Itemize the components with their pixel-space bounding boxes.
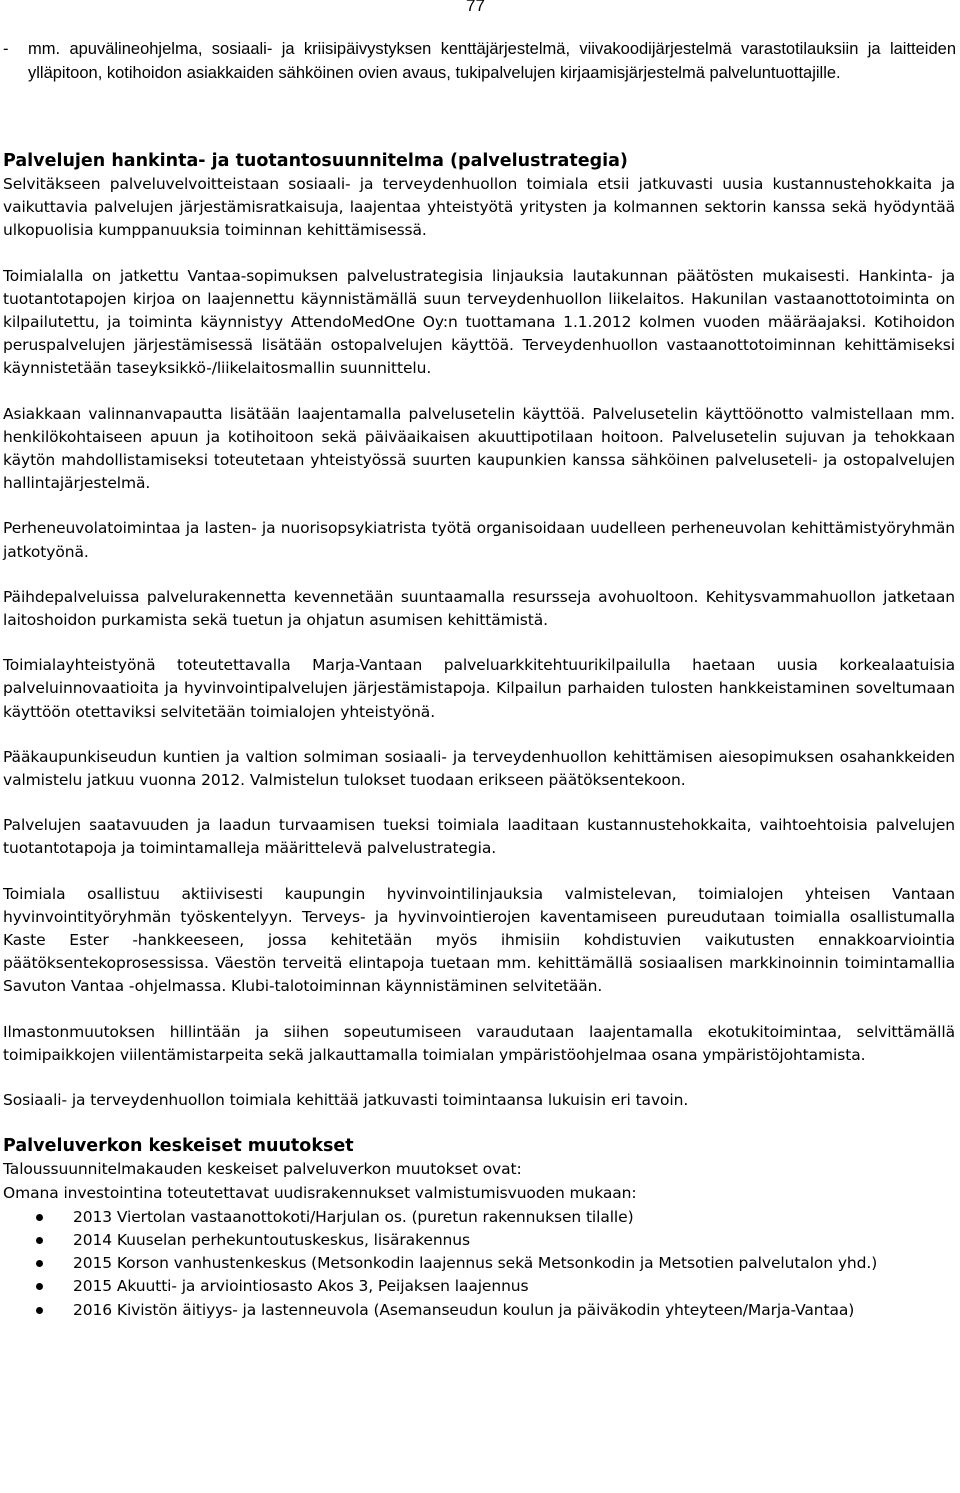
list-item bbox=[3, 1275, 955, 1298]
list-item-text: 2016 Kivistön äitiyys- ja lastenneuvola (Asemanseudun koulun ja päiväkodin yhteyteen/Marja-Vantaa) bbox=[73, 1300, 855, 1319]
paragraph: Sosiaali- ja terveydenhuollon toimiala kehittää jatkuvasti toimintaansa lukuisin eri tavoin. bbox=[3, 1091, 689, 1110]
paragraph: Toimiala osallistuu aktiivisesti kaupungin hyvinvointilinjauksia valmistelevan, toimialojen yhteisen Vantaan hyvinvointityöryhmän työskentelyyn. Terveys- ja hyvinvointierojen kaventamiseen pureudutaan toimialla osallistumalla Kaste Ester -hankkeeseen, jossa kehitetään myös ihmisiin kohdistuvien vaikutusten ennakkoarviointia päätöksentekoprosessissa. Väestön terveitä elintapoja tuetaan mm. kehittämällä sosiaalisen markkinoinnin toimintamallia Savuton Vantaa -ohjelmassa. Klubi-talotoiminnan käynnistäminen selvitetään. bbox=[3, 884, 955, 996]
intro-line: Omana investointina toteutettavat uudisrakennukset valmistumisvuoden mukaan: bbox=[3, 1183, 637, 1202]
bullet-icon bbox=[36, 1237, 43, 1244]
list-item bbox=[3, 1229, 955, 1252]
intro-item-text: mm. apuvälineohjelma, sosiaali- ja kriisipäivystyksen kenttäjärjestelmä, viivakoodijärjestelmä varastotilauksiin ja laitteiden ylläpitoon, kotihoidon asiakkaiden sähköinen ovien avaus, tukipalvelujen kirjaamisjärjestelmä palveluntuottajille. bbox=[28, 40, 956, 82]
list-item-text: 2015 Korson vanhustenkeskus (Metsonkodin laajennus sekä Metsonkodin ja Metsotien palvelutalon yhd.) bbox=[73, 1254, 878, 1273]
paragraph: Päihdepalveluissa palvelurakennetta kevennetään suuntaamalla resursseja avohuoltoon. Kehitysvammahuollon jatketaan laitoshoidon purkamista sekä tuetun ja ohjatun asumisen kehittämistä. bbox=[3, 587, 955, 630]
paragraph: Selvitäkseen palveluvelvoitteistaan sosiaali- ja terveydenhuollon toimiala etsii jatkuvasti uusia kustannustehokkaita ja vaikuttavia palvelujen järjestämisratkaisuja, laajentaa yhteistyötä yritysten ja kolmannen sektorin kanssa sekä hyödyntää ulkopuolisia kumppanuuksia toiminnan kehittämisessä. bbox=[3, 175, 955, 240]
paragraph: Toimialalla on jatkettu Vantaa-sopimuksen palvelustrategisia linjauksia lautakunnan päätösten mukaisesti. Hankinta- ja tuotantotapojen kirjoa on laajennettu käynnistämällä suun terveydenhuollon liikelaitos. Hakunilan vastaanottotoiminta on kilpailutettu, ja toiminta käynnistyy AttendoMedOne Oy:n tuottamana 1.1.2012 kolmen vuoden määräajaksi. Kotihoidon peruspalvelujen järjestämisessä lisätään ostopalvelujen käyttöä. Terveydenhuollon vastaanottotoiminnan kehittämiseksi käynnistetään taseyksikkö-/liikelaitosmallin suunnittelu. bbox=[3, 266, 955, 378]
intro-list-item bbox=[0, 37, 956, 85]
list-item bbox=[3, 1252, 955, 1275]
paragraph: Toimialayhteistyönä toteutettavalla Marja-Vantaan palveluarkkitehtuurikilpailulla haetaan uusia korkealaatuisia palveluinnovaatioita ja hyvinvointipalvelujen järjestämistapoja. Kilpailun parhaiden tulosten hankkeistaminen soveltumaan käyttöön otettaviksi selvitetään toimialojen yhteistyönä. bbox=[3, 656, 955, 721]
intro-line: Taloussuunnitelmakauden keskeiset palveluverkon muutokset ovat: bbox=[3, 1160, 522, 1179]
section-heading-strategy: Palvelujen hankinta- ja tuotantosuunnitelma (palvelustrategia) bbox=[3, 151, 628, 171]
section-heading-service-network: Palveluverkon keskeiset muutokset bbox=[3, 1136, 354, 1157]
bullet-icon bbox=[36, 1283, 43, 1290]
document-body bbox=[3, 149, 955, 1322]
list-item bbox=[3, 1206, 955, 1229]
paragraph: Pääkaupunkiseudun kuntien ja valtion solmiman sosiaali- ja terveydenhuollon kehittämisen aiesopimuksen osahankkeiden valmistelu jatkuu vuonna 2012. Valmistelun tulokset tuodaan erikseen päätöksentekoon. bbox=[3, 747, 955, 790]
paragraph: Ilmastonmuutoksen hillintään ja siihen sopeutumiseen varaudutaan laajentamalla ekotukitoimintaa, selvittämällä toimipaikkojen viilentämistarpeita sekä jalkauttamalla toimialan ympäristöohjelmaa osana ympäristöjohtamista. bbox=[3, 1022, 955, 1064]
page-number: 77 bbox=[466, 0, 485, 15]
bullet-icon bbox=[36, 1260, 43, 1267]
list-item-text: 2014 Kuuselan perhekuntoutuskeskus, lisärakennus bbox=[73, 1230, 470, 1249]
paragraph: Palvelujen saatavuuden ja laadun turvaamisen tueksi toimiala laaditaan kustannustehokkaita, vaihtoehtoisia palvelujen tuotantotapoja ja toimintamalleja määrittelevä palvelustrategia. bbox=[3, 816, 955, 858]
paragraph: Asiakkaan valinnanvapautta lisätään laajentamalla palvelusetelin käyttöä. Palvelusetelin käyttöönotto valmistellaan mm. henkilökohtaiseen apuun ja kotihoitoon sekä päiväaikaisen akuuttipotilaan hoitoon. Palvelusetelin sujuvan ja tehokkaan käytön mahdollistamiseksi toteutetaan yhteistyössä suurten kaupunkien kanssa sähköinen palveluseteli- ja ostopalvelujen hallintajärjestelmä. bbox=[3, 404, 955, 493]
paragraph: Perheneuvolatoimintaa ja lasten- ja nuorisopsykiatrista työtä organisoidaan uudelleen perheneuvolan kehittämistyöryhmän jatkotyönä. bbox=[3, 519, 955, 561]
list-item bbox=[3, 1299, 955, 1322]
list-dash-marker: - bbox=[3, 40, 9, 58]
list-item-text: 2013 Viertolan vastaanottokoti/Harjulan os. (puretun rakennuksen tilalle) bbox=[73, 1207, 634, 1226]
building-list bbox=[3, 1206, 955, 1322]
list-item-text: 2015 Akuutti- ja arviointiosasto Akos 3, Peijaksen laajennus bbox=[73, 1277, 529, 1296]
bullet-icon bbox=[36, 1214, 43, 1221]
strategy-paragraphs bbox=[3, 173, 955, 1112]
bullet-icon bbox=[36, 1307, 43, 1314]
